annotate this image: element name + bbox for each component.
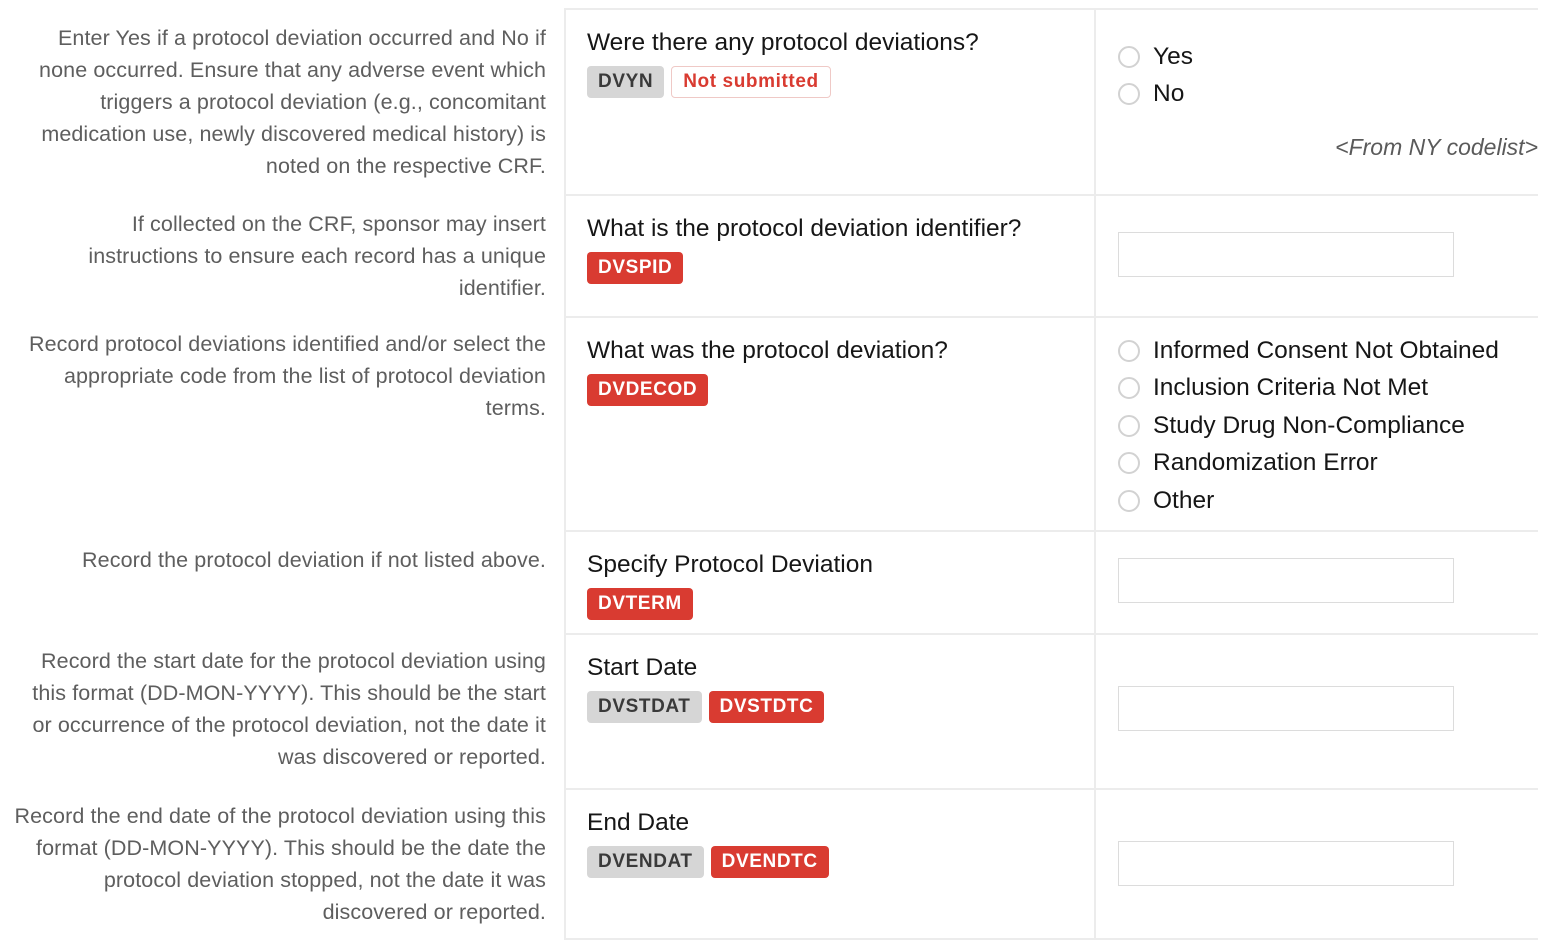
question-label: End Date bbox=[587, 809, 690, 836]
radio-label: Informed Consent Not Obtained bbox=[1153, 336, 1499, 364]
radio-button-icon[interactable] bbox=[1118, 340, 1140, 362]
radio-button-icon[interactable] bbox=[1118, 46, 1140, 68]
question-cell bbox=[564, 530, 1094, 633]
instruction-text: Record the protocol deviation if not listed above. bbox=[82, 548, 546, 572]
radio-option-informed-consent[interactable] bbox=[1118, 332, 1538, 370]
radio-label: Randomization Error bbox=[1153, 449, 1378, 477]
variable-tags bbox=[587, 374, 1094, 406]
form-row-dvyn bbox=[0, 8, 1563, 194]
radio-option-study-drug[interactable] bbox=[1118, 407, 1538, 445]
answer-cell bbox=[1094, 788, 1538, 940]
variable-tag-dvstdat: DVSTDAT bbox=[587, 691, 702, 723]
form-row-dvdecod bbox=[0, 316, 1563, 530]
radio-label: Other bbox=[1153, 486, 1215, 514]
variable-tag-dvspid: DVSPID bbox=[587, 252, 683, 284]
answer-cell bbox=[1094, 194, 1538, 316]
start-date-input[interactable] bbox=[1118, 686, 1454, 731]
variable-tag-dvendtc: DVENDTC bbox=[711, 846, 829, 878]
radio-button-icon[interactable] bbox=[1118, 83, 1140, 105]
question-label: What was the protocol deviation? bbox=[587, 337, 948, 364]
answer-cell bbox=[1094, 530, 1538, 633]
radio-label: No bbox=[1153, 80, 1185, 108]
identifier-input[interactable] bbox=[1118, 232, 1454, 277]
radio-label: Study Drug Non-Compliance bbox=[1153, 411, 1465, 439]
status-badge-not-submitted: Not submitted bbox=[671, 66, 831, 98]
variable-tags bbox=[587, 66, 1094, 98]
specify-deviation-input[interactable] bbox=[1118, 558, 1454, 603]
question-cell bbox=[564, 633, 1094, 788]
answer-cell bbox=[1094, 633, 1538, 788]
question-cell bbox=[564, 316, 1094, 530]
radio-label: Yes bbox=[1153, 42, 1193, 70]
answer-cell bbox=[1094, 316, 1538, 530]
form-row-dvterm bbox=[0, 530, 1563, 633]
variable-tag-dvendat: DVENDAT bbox=[587, 846, 704, 878]
radio-button-icon[interactable] bbox=[1118, 490, 1140, 512]
radio-option-no[interactable] bbox=[1118, 76, 1538, 114]
variable-tag-dvdecod: DVDECOD bbox=[587, 374, 708, 406]
answer-cell bbox=[1094, 8, 1538, 194]
radio-label: Inclusion Criteria Not Met bbox=[1153, 374, 1429, 402]
question-label: Start Date bbox=[587, 654, 698, 681]
variable-tag-dvstdtc: DVSTDTC bbox=[709, 691, 825, 723]
radio-option-randomization[interactable] bbox=[1118, 445, 1538, 483]
codelist-note: <From NY codelist> bbox=[1335, 134, 1538, 160]
question-label: Were there any protocol deviations? bbox=[587, 29, 979, 56]
question-label: Specify Protocol Deviation bbox=[587, 551, 873, 578]
form-row-end-date bbox=[0, 788, 1563, 940]
form-row-dvspid bbox=[0, 194, 1563, 316]
end-date-input[interactable] bbox=[1118, 841, 1454, 886]
instruction-text: Record the end date of the protocol deviation using this format (DD-MON-YYYY). This should be the date the protocol deviation stopped, not the date it was discovered or reported. bbox=[14, 804, 546, 924]
variable-tags bbox=[587, 846, 1094, 878]
radio-button-icon[interactable] bbox=[1118, 415, 1140, 437]
radio-option-yes[interactable] bbox=[1118, 38, 1538, 76]
question-cell bbox=[564, 194, 1094, 316]
variable-tags bbox=[587, 691, 1094, 723]
protocol-deviation-form bbox=[0, 8, 1563, 940]
question-label: What is the protocol deviation identifier? bbox=[587, 215, 1022, 242]
form-row-start-date bbox=[0, 633, 1563, 788]
question-cell bbox=[564, 788, 1094, 940]
radio-button-icon[interactable] bbox=[1118, 452, 1140, 474]
instruction-text: If collected on the CRF, sponsor may insert instructions to ensure each record has a unique identifier. bbox=[88, 212, 546, 300]
variable-tag-dvterm: DVTERM bbox=[587, 588, 693, 620]
instruction-text: Enter Yes if a protocol deviation occurred and No if none occurred. Ensure that any adverse event which triggers a protocol deviation (e.g., concomitant medication use, newly discovered medical history) is noted on the respective CRF. bbox=[39, 26, 546, 178]
variable-tags bbox=[587, 588, 1094, 620]
radio-option-other[interactable] bbox=[1118, 482, 1538, 520]
instruction-text: Record protocol deviations identified and/or select the appropriate code from the list of protocol deviation terms. bbox=[28, 332, 546, 420]
variable-tags bbox=[587, 252, 1094, 284]
question-cell bbox=[564, 8, 1094, 194]
variable-tag-dvyn: DVYN bbox=[587, 66, 664, 98]
instruction-text: Record the start date for the protocol deviation using this format (DD-MON-YYYY). This should be the start or occurrence of the protocol deviation, not the date it was discovered or reported. bbox=[32, 649, 546, 769]
radio-option-inclusion-criteria[interactable] bbox=[1118, 370, 1538, 408]
radio-button-icon[interactable] bbox=[1118, 377, 1140, 399]
